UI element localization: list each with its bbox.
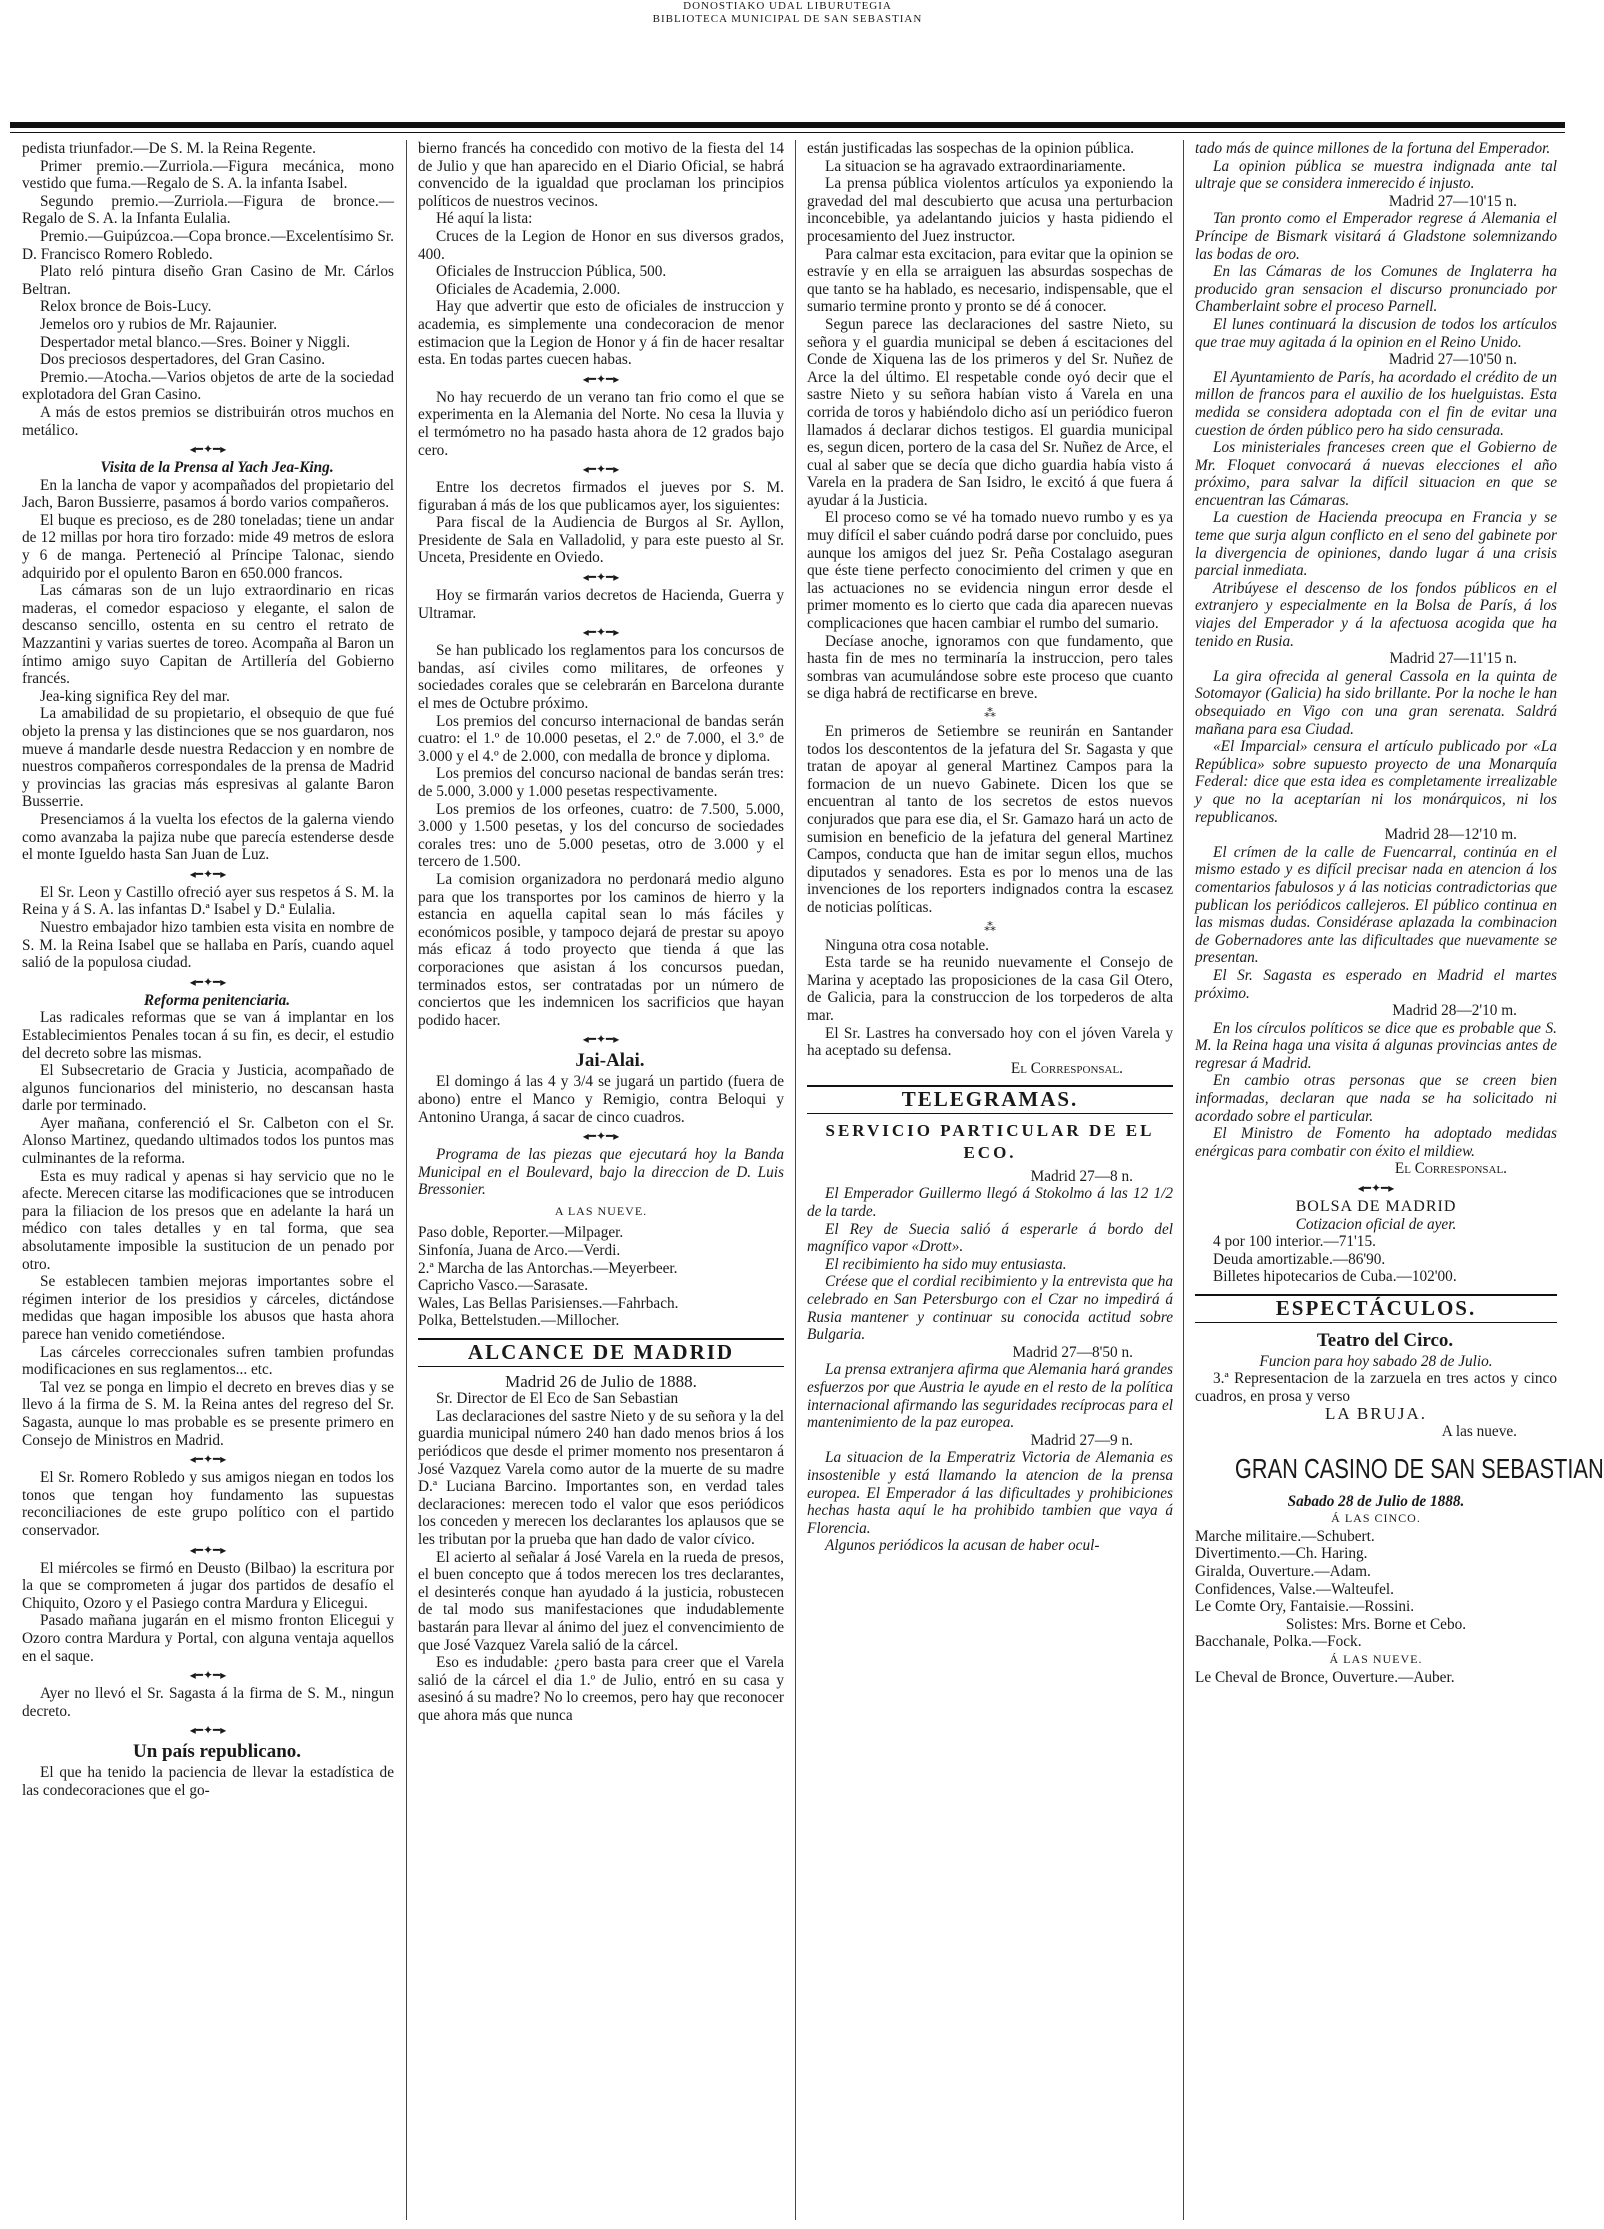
ornament-divider: ◂━✦━▸: [189, 974, 227, 989]
column-divider-3: [1183, 140, 1184, 2220]
program-item: Marche militaire.—Schubert.: [1195, 1527, 1375, 1545]
ornament-divider: ◂━✦━▸: [582, 462, 620, 477]
play-title: LA BRUJA.: [1324, 1404, 1428, 1424]
paragraph: 3.ª Representacion de la zarzuela en tres actos y cinco cuadros, en prosa y verso: [1195, 1370, 1557, 1405]
section-banner: TELEGRAMAS.: [807, 1085, 1173, 1114]
dateline: Sabado 28 de Julio de 1888.: [1287, 1492, 1465, 1510]
ornament-divider: ◂━✦━▸: [189, 1723, 227, 1738]
paragraph: pedista triunfador.—De S. M. la Reina Regente.: [22, 140, 316, 157]
dateline: Madrid 27—8'50 n.: [1012, 1343, 1133, 1361]
telegram: En los círculos políticos se dice que es probable que S. M. la Reina haga una visita á algunas provincias antes de regresar á Madrid.: [1195, 1019, 1557, 1072]
paragraph: El proceso como se vé ha tomado nuevo rumbo y es ya muy difícil el saber cuándo podrá darse por concluido, pues aunque los amigos del juez Sr. Peña Costalago aseguran que éste tiene perfecto conocimiento del crimen y que en las actuaciones no se evidencia ningun error desde el primer momento es lo cierto que cada dia aparecen nuevas complicaciones que hacen cambiar el rumbo del sumario.: [807, 509, 1173, 633]
ornament-divider: ◂━✦━▸: [582, 570, 620, 585]
paragraph: Relox bronce de Bois-Lucy.: [40, 298, 212, 316]
ornament-divider: ◂━✦━▸: [189, 442, 227, 457]
subheading: Á LAS CINCO.: [1331, 1511, 1421, 1526]
paragraph: Despertador metal blanco.—Sres. Boiner y Niggli.: [40, 333, 351, 351]
paragraph: Para fiscal de la Audiencia de Burgos al Sr. Ayllon, Presidente de Sala en Valladolid, y para este puesto al Sr. Unceta, Presidente en Oviedo.: [418, 514, 784, 567]
ornament-divider: ◂━✦━▸: [189, 866, 227, 881]
subheading: Funcion para hoy sabado 28 de Julio.: [1259, 1352, 1493, 1370]
telegram: El Ministro de Fomento ha adoptado medidas enérgicas para combatir con éxito el mildiew.: [1195, 1125, 1557, 1160]
paragraph: Dos preciosos despertadores, del Gran Casino.: [40, 351, 326, 369]
section-title: Reforma penitenciaria.: [143, 991, 291, 1009]
program-item: Bacchanale, Polka.—Fock.: [1195, 1633, 1362, 1651]
theater-name: Teatro del Circo.: [1316, 1329, 1454, 1351]
paragraph: El Sr. Leon y Castillo ofreció ayer sus respetos á S. M. la Reina y á S. A. las infantas D.ª Isabel y D.ª Eulalia.: [22, 883, 394, 919]
telegram: Los ministeriales franceses creen que el Gobierno de Mr. Floquet convocará á nuevas elecciones el año próximo, para salvar la difícil situacion en que se encuentran las Cámaras.: [1195, 439, 1557, 509]
paragraph: Ninguna otra cosa notable.: [825, 936, 989, 954]
paragraph: Los premios del concurso nacional de bandas serán tres: de 5.000, 3.000 y 1.000 pesetas respectivamente.: [418, 765, 784, 800]
paragraph: El miércoles se firmó en Deusto (Bilbao) la escritura por la que se comprometen á jugar dos partidos de desafío el Chiquito, Ozoro y el Pasiego contra Mardura y Elicegui.: [22, 1559, 394, 1612]
paragraph: La comision organizadora no perdonará medio alguno para que los transportes por los caminos de hierro y la estancia en aquella capital sean lo más fáciles y económicos posible, y tampoco dejará de prestar su apoyo más eficaz á todo proyecto que tienda á que las corporaciones que asistan á los concursos puedan, terminados estos, ser contratadas por un número de conciertos que les indemnicen los sacrificios que hayan podido hacer.: [418, 870, 784, 1029]
paragraph: Esta tarde se ha reunido nuevamente el Consejo de Marina y aceptado las proposiciones de la casa Gil Otero, de Galicia, para la construccion de los torpederos de alta mar.: [807, 954, 1173, 1024]
ornament-divider: ◂━✦━▸: [582, 371, 620, 386]
section-heading: Jai-Alai.: [575, 1050, 645, 1072]
program-item: Sinfonía, Juana de Arco.—Verdi.: [418, 1242, 621, 1260]
section-heading: Un país republicano.: [132, 1741, 302, 1763]
quote-line: Deuda amortizable.—86'90.: [1213, 1250, 1386, 1268]
section-title: Visita de la Prensa al Yach Jea-King.: [100, 459, 334, 477]
asterism: ⁂: [984, 919, 996, 934]
paragraph: Los premios de los orfeones, cuatro: de 7.500, 5.000, 3.000 y 1.500 pesetas, y los del concurso de sociedades corales tres: uno de 5.000 pesetas, otro de 3.000 y el tercero de 1.500.: [418, 800, 784, 871]
paragraph: El Sr. Lastres ha conversado hoy con el jóven Varela y ha aceptado su defensa.: [807, 1024, 1173, 1060]
paragraph: El acierto al señalar á José Varela en la rueda de presos, el buen concepto que á todos merecen los tres declarantes, el desinterés conque han ayudado á la justicia, robustecen de tal modo sus manifestaciones que indudablemente bastarán para llevar al ánimo del juez el convencimiento de que José Vazquez Varela salió de la cárcel.: [418, 1548, 784, 1654]
top-rule-thin: [10, 132, 1565, 133]
program-item: Le Comte Ory, Fantaisie.—Rossini.: [1195, 1598, 1415, 1616]
program-item: Confidences, Valse.—Walteufel.: [1195, 1580, 1394, 1598]
paragraph: Las declaraciones del sastre Nieto y de su señora y la del guardia municipal número 240 han dado menos brios á los periódicos que desde el primer momento nos presentaron á José Vazquez Varela como autor de la muerte de su madre D.ª Luciana Barcino. Importantes son, en verdad tales declaraciones: merecen todo el valor que esos periódicos los conceden y merecen los declarantes los aplausos que se les tributan por la prueba que han dado de valor cívico.: [418, 1407, 784, 1548]
paragraph: Segun parece las declaraciones del sastre Nieto, su señora y el guardia municipal se deben á escitaciones del Conde de Xiquena las de los primeros y del Sr. Nuñez de Arce la del último. El respetable conde oyó decir que el sastre Nieto y su señora habían visto á Varela en una corrida de toros y habiéndolo dicho así un periódico fueron llamados á declarar dichos testigos. El guardia municipal es, segun dicen, portero de la casa del Sr. Nuñez de Arce, el cual al saber que se decía que dicho guardia había visto á Varela en la pradera de San Isidro, le excitó á que fuera á ayudar á la Justicia.: [807, 315, 1173, 509]
paragraph: Nuestro embajador hizo tambien esta visita en nombre de S. M. la Reina Isabel que se hallaba en París, cuando aquel salió de la populosa ciudad.: [22, 918, 394, 972]
paragraph: Entre los decretos firmados el jueves por S. M. figuraban á más de los que publicamos ayer, los siguientes:: [418, 479, 784, 514]
telegram: Tan pronto como el Emperador regrese á Alemania el Príncipe de Bismark visitará á Gladstone solemnizando las bodas de oro.: [1195, 210, 1557, 263]
paragraph: Primer premio.—Zurriola.—Figura mecánica, mono vestido que fuma.—Regalo de S. A. la infanta Isabel.: [22, 157, 394, 193]
paragraph: Jemelos oro y rubios de Mr. Rajaunier.: [40, 315, 278, 333]
archive-header-line2: BIBLIOTECA MUNICIPAL DE SAN SEBASTIAN: [652, 13, 923, 25]
ornament-divider: ◂━✦━▸: [582, 1032, 620, 1047]
program-item: Giralda, Ouverture.—Adam.: [1195, 1562, 1371, 1580]
telegram: tado más de quince millones de la fortuna del Emperador.: [1195, 140, 1551, 157]
paragraph: Para calmar esta excitacion, para evitar que la opinion se estravíe y en ella se arraiguen las absurdas sospechas de que tanto se ha hablado, es necesario, indispensable, que el sumario termine pronto y pronto se dé á conocer.: [807, 245, 1173, 316]
quote-line: 4 por 100 interior.—71'15.: [1213, 1233, 1376, 1251]
dateline: Madrid 26 de Julio de 1888.: [505, 1371, 697, 1391]
telegram: El lunes continuará la discusion de todos los artículos que trae muy agitada á la opinion en el Reino Unido.: [1195, 315, 1557, 351]
paragraph: Oficiales de Instruccion Pública, 500.: [436, 263, 667, 281]
subheading: A LAS NUEVE.: [554, 1203, 648, 1218]
ornament-divider: ◂━✦━▸: [189, 1542, 227, 1557]
paragraph: Las radicales reformas que se van á implantar en los Establecimientos Penales tocan á su fin, es decir, el estudio del decreto sobre las mismas.: [22, 1009, 394, 1062]
paragraph: Oficiales de Academia, 2.000.: [436, 280, 621, 298]
dateline: Madrid 27—9 n.: [1030, 1431, 1133, 1449]
time-line: A las nueve.: [1441, 1422, 1517, 1440]
paragraph: A más de estos premios se distribuirán otros muchos en metálico.: [22, 403, 394, 439]
program-item: Paso doble, Reporter.—Milpager.: [418, 1224, 624, 1242]
paragraph: El Sr. Romero Robledo y sus amigos niegan en todos los tonos que tengan hoy fundamento las supuestas reconciliaciones de este grupo político con el partido conservador.: [22, 1469, 394, 1539]
program-item: Le Cheval de Bronce, Ouverture.—Auber.: [1195, 1668, 1455, 1686]
signature: El Corresponsal.: [1010, 1059, 1123, 1077]
column-divider-2: [795, 140, 796, 2220]
program-item: Solistes: Mrs. Borne et Cebo.: [1285, 1615, 1467, 1633]
column-1: [22, 140, 394, 2220]
paragraph: Plato reló pintura diseño Gran Casino de Mr. Cárlos Beltran.: [22, 263, 394, 298]
telegram: El recibimiento ha sido muy entusiasta.: [825, 1255, 1067, 1273]
casino-heading: GRAN CASINO DE SAN SEBASTIAN: [1234, 1452, 1604, 1484]
paragraph: Presenciamos á la vuelta los efectos de la galerna viendo como avanzaba la pajiza nube que parecía estenderse desde el monte Igueldo hasta San Juan de Luz.: [22, 810, 394, 864]
paragraph: Se establecen tambien mejoras importantes sobre el régimen interior de los presidios y cárceles, dictándose medidas que hagan imposible los abusos que hasta ahora parece han venido cometiéndose.: [22, 1273, 394, 1343]
ornament-divider: ◂━✦━▸: [189, 1452, 227, 1467]
dateline: Madrid 27—8 n.: [1030, 1167, 1133, 1185]
dateline: Madrid 27—10'15 n.: [1388, 192, 1517, 210]
program-item: Wales, Las Bellas Parisienses.—Fahrbach.: [418, 1294, 679, 1312]
paragraph: Las cárceles correccionales sufren tambien profundas modificaciones en sus reglamentos... etc.: [22, 1343, 394, 1379]
signature: El Corresponsal.: [1394, 1160, 1507, 1178]
telegram: «El Imparcial» censura el artículo publicado por «La República» sobre supuesto proyecto de una Monarquía Federal: dice que esta idea es completamente irrealizable y que no la aceptarían ni los monárquicos, ni los republicanos.: [1195, 738, 1557, 826]
paragraph: El Subsecretario de Gracia y Justicia, acompañado de algunos funcionarios del ministerio, no descansan hasta darle por terminado.: [22, 1062, 394, 1115]
program-item: Capricho Vasco.—Sarasate.: [418, 1277, 589, 1295]
telegram: El Emperador Guillermo llegó á Stokolmo á las 12 1/2 de la tarde.: [807, 1185, 1173, 1221]
paragraph: Tal vez se ponga en limpio el decreto en breves dias y se llevo á la firma de S. M. la Reina antes del regreso del Sr. Sagasta, aunque lo mas probable es se presente primero en Consejo de Ministros en Madrid.: [22, 1378, 394, 1449]
telegram: La gira ofrecida al general Cassola en la quinta de Sotomayor (Galicia) ha sido brillante. Por la noche le han obsequiado en Vigo con una gran serenata. Saldrá mañana para esa Ciudad.: [1195, 667, 1557, 738]
paragraph: Decíase anoche, ignoramos con que fundamento, que hasta fin de mes no terminaría la instruccion, pero tales sombras van acumulándose sobre este proceso que cuanto se diga habrá de rectificarse en breve.: [807, 632, 1173, 703]
program-item: 2.ª Marcha de las Antorchas.—Meyerbeer.: [418, 1259, 678, 1277]
paragraph: El buque es precioso, es de 280 toneladas; tiene un andar de 12 millas por hora tiro forzado: mide 49 metros de eslora y 6 de manga. Perteneció al Príncipe Talonac, siendo adquirido por el opulento Baron en 650.000 francos.: [22, 511, 394, 582]
ornament-divider: ◂━✦━▸: [1357, 1181, 1395, 1196]
section-heading: BOLSA DE MADRID: [1295, 1198, 1457, 1216]
paragraph: Cruces de la Legion de Honor en sus diversos grados, 400.: [418, 227, 784, 263]
service-heading: SERVICIO PARTICULAR DE EL ECO.: [825, 1120, 1155, 1162]
paragraph: La amabilidad de su propietario, el obsequio de que fué objeto la prensa y las distinciones que se nos guardaron, nos mueve á mandarle desde nuestra Redaccion y en nombre de nuestros compañeros correspondales de la prensa de Madrid y provincias las gracias más espresivas al galante Baron Busserrie.: [22, 705, 394, 811]
telegram: La situacion de la Emperatriz Victoria de Alemania es insostenible y está llamando la atencion de la prensa europea. El Emperador á las dificultades y prohibiciones hechas hasta aquí le ha prohibido tambien que vaya á Florencia.: [807, 1449, 1173, 1537]
telegram: El crímen de la calle de Fuencarral, continúa en el mismo estado y es difícil precisar nada en atencion á los comentarios fabulosos y á las noticias contradictorias que publican los periódicos callejeros. El público continua en las mismas dudas. Considérase aplazada la combinacion de Gobernadores ante las dificultades que nuevamente se presentan.: [1195, 843, 1557, 967]
paragraph: El domingo á las 4 y 3/4 se jugará un partido (fuera de abono) entre el Manco y Remigio, contra Beloqui y Antonino Uranga, á sacar de cinco cuadros.: [418, 1073, 784, 1126]
ornament-divider: ◂━✦━▸: [189, 1668, 227, 1683]
top-rule-thick: [10, 122, 1565, 128]
telegram: El Rey de Suecia salió á esperarle á bordo del magnífico vapor «Drott».: [807, 1220, 1173, 1256]
paragraph: bierno francés ha concedido con motivo de la fiesta del 14 de Julio y que han aparecido en el Diario Oficial, se habrá convencido de la igualdad que proclaman los principios políticos de nuestros vecinos.: [418, 140, 784, 210]
paragraph: Premio.—Atocha.—Varios objetos de arte de la sociedad explotadora del Gran Casino.: [22, 368, 394, 404]
paragraph: Premio.—Guipúzcoa.—Copa bronce.—Excelentísimo Sr. D. Francisco Romero Robledo.: [22, 227, 394, 263]
paragraph: En primeros de Setiembre se reunirán en Santander todos los descontentos de la jefatura del Sr. Sagasta y que tratan de apoyar al general Martinez Campos para la formacion de un nuevo Gabinete. Dicen los que se encuentran al tanto de los secretos de estos nuevos conjurados que para ese dia, el Sr. Gamazo hará un acto de sumision en beneficio de la jefatura del general Martinez Campos, conducta que han de imitar segun ellos, muchos diputados y senadores. Esta es por lo menos una de las invenciones de los reporters indignados contra la escasez de noticias políticas.: [807, 723, 1173, 916]
dateline: Madrid 28—2'10 m.: [1392, 1002, 1517, 1020]
paragraph: Se han publicado los reglamentos para los concursos de bandas, así civiles como militares, de orfeones y sociedades corales que se celebrarán en Barcelona durante el mes de Octubre próximo.: [418, 642, 784, 713]
paragraph: Ayer mañana, conferenció el Sr. Calbeton con el Sr. Alonso Martinez, quedando ultimados todos los puntos mas culminantes de la reforma.: [22, 1114, 394, 1168]
column-3: [807, 140, 1173, 2220]
paragraph: En la lancha de vapor y acompañados del propietario del Jach, Baron Bussierre, pasamos á bordo varios compañeros.: [22, 476, 394, 512]
telegram: En las Cámaras de los Comunes de Inglaterra ha producido gran sensacion el discurso pronunciado por Chamberlaint sobre el proceso Parnell.: [1195, 263, 1557, 316]
archive-header: [0, 0, 1575, 30]
subheading: Cotizacion oficial de ayer.: [1295, 1215, 1457, 1233]
paragraph: Ayer no llevó el Sr. Sagasta á la firma de S. M., ningun decreto.: [22, 1685, 394, 1720]
telegram: Atribúyese el descenso de los fondos públicos en el extranjero y especialmente en la Bolsa de París, á los viajes del Emperador y á la afectuosa acogida que ha tenido en Rusia.: [1195, 579, 1557, 650]
paragraph: Esta es muy radical y apenas si hay servicio que no le afecte. Merecen citarse las modificaciones que se introducen para la filiacion de los presos que en adelante la hará un médico con tales detalles y en tal forma, que sea absolutamente imposible la sustitucion de un penado por otro.: [22, 1167, 394, 1273]
paragraph: Segundo premio.—Zurriola.—Figura de bronce.—Regalo de S. A. la Infanta Eulalia.: [22, 192, 394, 228]
quote-line: Billetes hipotecarios de Cuba.—102'00.: [1213, 1268, 1457, 1286]
dateline: Madrid 28—12'10 m.: [1384, 826, 1517, 844]
paragraph: El que ha tenido la paciencia de llevar la estadística de las condecoraciones que el go-: [22, 1764, 394, 1799]
section-banner: ALCANCE DE MADRID: [418, 1338, 784, 1367]
telegram: La prensa extranjera afirma que Alemania hará grandes esfuerzos por que Austria le ayude en el resto de la política internacional afirmando las seguridades recíprocas para el mantenimiento de la paz europea.: [807, 1361, 1173, 1432]
section-banner: ESPECTÁCULOS.: [1195, 1294, 1557, 1323]
paragraph: están justificadas las sospechas de la opinion pública.: [807, 140, 1135, 157]
program-item: Divertimento.—Ch. Haring.: [1195, 1545, 1368, 1563]
paragraph: No hay recuerdo de un verano tan frio como el que se experimenta en la Alemania del Norte. No cesa la lluvia y el termómetro no ha pasado hasta ahora de 12 grados bajo cero.: [418, 388, 784, 459]
telegram: La opinion pública se muestra indignada ante tal ultraje que se considera inmerecido é injusto.: [1195, 157, 1557, 193]
column-4: [1195, 140, 1604, 2220]
dateline: Madrid 27—11'15 n.: [1389, 650, 1517, 668]
paragraph: Hay que advertir que esto de oficiales de instruccion y academia, es simplemente una condecoracion de menor estimacion que la Legion de Honor y á fin de hacer resaltar esta. En todas partes cuecen habas.: [418, 298, 784, 369]
subheading: Á LAS NUEVE.: [1329, 1651, 1423, 1666]
paragraph: Pasado mañana jugarán en el mismo fronton Elicegui y Ozoro contra Mardura y Portal, con alguna ventaja aquellos en el saque.: [22, 1612, 394, 1665]
archive-header-line1: DONOSTIAKO UDAL LIBURUTEGIA: [683, 0, 892, 12]
paragraph: Las cámaras son de un lujo extraordinario en ricas maderas, el comedor espacioso y elegante, el salon de descanso sencillo, ostenta en su centro el retrato de Mazzantini y varias suertes de toreo. Acompaña al Baron un íntimo amigo suyo Capitan de Artillería del Gobierno francés.: [22, 582, 394, 688]
program-item: Polka, Bettelstuden.—Millocher.: [418, 1312, 620, 1330]
column-divider-1: [406, 140, 407, 2220]
telegram: Algunos periódicos la acusan de haber ocul-: [825, 1537, 1100, 1555]
paragraph: La prensa pública violentos artículos ya exponiendo la gravedad del mal descubierto que acusa una perturbacion inconcebible, ya adelantando juicios y hasta pidiendo el procesamiento del Juez instructor.: [807, 175, 1173, 245]
paragraph: Los premios del concurso internacional de bandas serán cuatro: el 1.º de 10.000 pesetas, el 2.º de 7.000, el 3.º de 3.000 y el 4.º de 2.000, con medalla de bronce y diploma.: [418, 712, 784, 765]
paragraph: Jea-king significa Rey del mar.: [40, 687, 230, 705]
telegram: El Sr. Sagasta es esperado en Madrid el martes próximo.: [1195, 966, 1557, 1002]
column-2: [418, 140, 784, 2220]
paragraph: Hé aquí la lista:: [436, 210, 533, 228]
telegram: El Ayuntamiento de París, ha acordado el crédito de un millon de francos para el auxilio de los huelguistas. Esta medida se considera adoptada con el fin de evitar una cuestion de órden público pero ha sido censurada.: [1195, 368, 1557, 439]
telegram: La cuestion de Hacienda preocupa en Francia y se teme que surja algun conflicto en el seno del gabinete por la divergencia de opiniones, dando lugar á una crisis parcial inmediata.: [1195, 509, 1557, 580]
asterism: ⁂: [984, 706, 996, 720]
telegram: Créese que el cordial recibimiento y la entrevista que ha celebrado en San Petersburgo con el Czar no impedirá á Rusia mantener y continuar su conocida actitud sobre Bulgaria.: [807, 1273, 1173, 1344]
telegram: En cambio otras personas que se creen bien informadas, declaran que nada se ha solicitado ni acordado sobre el particular.: [1195, 1072, 1557, 1125]
ornament-divider: ◂━✦━▸: [582, 1129, 620, 1144]
paragraph: Hoy se firmarán varios decretos de Hacienda, Guerra y Ultramar.: [418, 587, 784, 622]
paragraph: Programa de las piezas que ejecutará hoy la Banda Municipal en el Boulevard, bajo la direccion de D. Luis Bressonier.: [418, 1146, 784, 1199]
dateline: Madrid 27—10'50 n.: [1388, 351, 1517, 369]
salutation: Sr. Director de El Eco de San Sebastian: [436, 1390, 679, 1408]
paragraph: La situacion se ha agravado extraordinariamente.: [825, 157, 1126, 175]
paragraph: Eso es indudable: ¿pero basta para creer que el Varela salió de la cárcel el dia 1.º de Julio, entró en su casa y asesinó á su madre? No lo creemos, pero hay que reconocer que ahora más que nunca: [418, 1654, 784, 1724]
ornament-divider: ◂━✦━▸: [582, 625, 620, 640]
